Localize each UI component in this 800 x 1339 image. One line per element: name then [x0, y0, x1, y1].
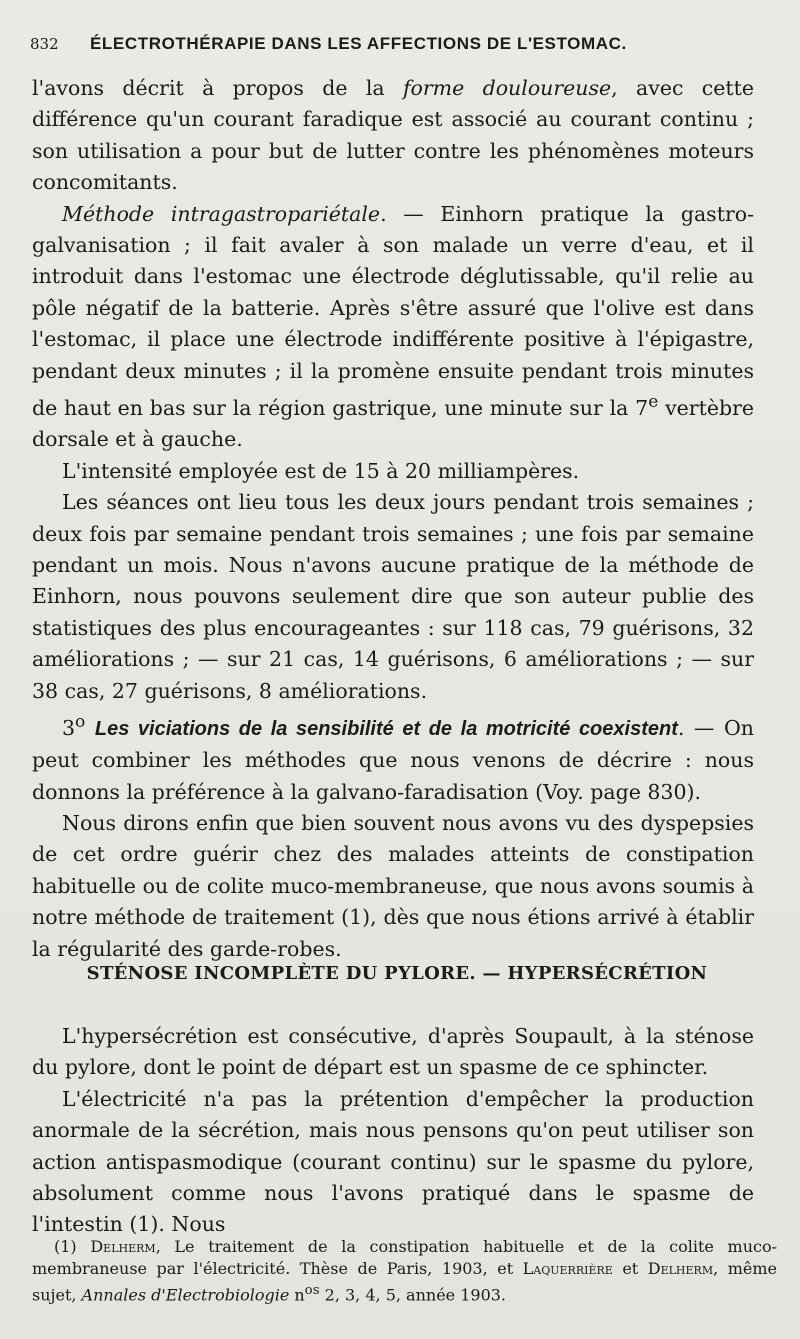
text-span: n [289, 1285, 305, 1305]
superscript: os [304, 1283, 320, 1298]
paragraph: L'électricité n'a pas la prétention d'empêcher la production anormale de la sécrétion, mais nous pensons qu'on peut utiliser son action antispasmodique (courant continu) sur le spasme du pylore, absolument comme nous l'avons pratiqué dans le spasme de l'intestin (1). Nous [32, 1086, 754, 1237]
text-span: — Einhorn pratique la gastro-galvanisation ; il fait avaler à son malade un verre d'eau, et il introduit dans l'estomac une électrode déglutissable, qu'il relie au pôle négatif de la batterie. Après s'être assuré que l'olive est dans l'estomac, il place une électrode indifférente positive à l'épigastre, pendant deux minutes ; il la promène ensuite pendant trois minutes de haut en bas sur la région gastrique, une minute sur la 7 [32, 201, 755, 420]
paragraph [32, 707, 754, 808]
text-span: et [612, 1259, 648, 1278]
paragraph [32, 73, 754, 199]
superscript: o [75, 711, 86, 732]
paragraph [32, 199, 754, 456]
page-number: 832 [30, 35, 59, 53]
page-header [30, 34, 770, 54]
footnote-text [32, 1236, 777, 1306]
running-title: ÉLECTROTHÉRAPIE DANS LES AFFECTIONS DE L'ESTOMAC. [89, 34, 627, 53]
text-span: 2, 3, 4, 5, année 1903. [319, 1285, 507, 1305]
author-name: Laquerrière [522, 1259, 613, 1278]
paragraph: L'intensité employée est de 15 à 20 milliampères. [62, 458, 580, 483]
text-span: vertèbre dorsale et à gauche. [32, 395, 755, 452]
footnote [32, 1236, 777, 1306]
italic-term: forme douloureuse [402, 76, 612, 100]
paragraph: Nous dirons enfin que bien souvent nous avons vu des dyspepsies de cet ordre guérir chez des malades atteints de constipation habituelle ou de colite muco-membraneuse, que nous avons soumis à notre méthode de traitement (1), dès que nous étions arrivé à établir la régularité des garde-robes. [32, 811, 754, 961]
text-span: . — On peut combiner les méthodes que nous venons de décrire : nous donnons la préférence à la galvano-faradisation (Voy. page 830). [32, 715, 754, 804]
text-span: , Le traitement de la constipation habituelle et de la colite muco-membraneuse par l'électricité. Thèse de Paris, 1903, et [32, 1237, 778, 1278]
superscript: e [648, 392, 659, 413]
main-text [32, 73, 754, 965]
text-span: l'avons décrit à propos de la [32, 76, 403, 100]
item-number: 3 [62, 715, 76, 740]
paragraph: Les séances ont lieu tous les deux jours pendant trois semaines ; deux fois par semaine pendant trois semaines ; une fois par semaine pendant un mois. Nous n'avons aucune pratique de la méthode de Einhorn, nous pouvons seulement dire que son auteur publie des statistiques des plus encourageantes : sur 118 cas, 79 guérisons, 32 améliorations ; — sur 21 cas, 14 guérisons, 6 améliorations ; — sur 38 cas, 27 guérisons, 8 améliorations. [32, 490, 754, 703]
footnote-number: (1) [54, 1237, 77, 1256]
text-span: , même sujet, [32, 1259, 778, 1305]
author-name: Delherm [647, 1259, 714, 1278]
text-span: , avec cette différence qu'un courant faradique est associé au courant continu ; son utilisation a pour but de lutter contre les phénomènes moteurs concomitants. [32, 76, 754, 195]
subsection-heading: Les viciations de la sensibilité et de la motricité coexistent [94, 717, 678, 740]
journal-title: Annales d'Electrobiologie [81, 1285, 290, 1305]
method-heading: Méthode intragastropariétale. [62, 201, 387, 226]
author-name: Delherm [90, 1237, 156, 1256]
section-title: STÉNOSE INCOMPLÈTE DU PYLORE. — HYPERSÉCRÉTION [86, 963, 708, 984]
section-text [32, 1021, 754, 1241]
paragraph: L'hypersécrétion est consécutive, d'après Soupault, à la sténose du pylore, dont le point de départ est un spasme de ce sphincter. [32, 1024, 754, 1080]
